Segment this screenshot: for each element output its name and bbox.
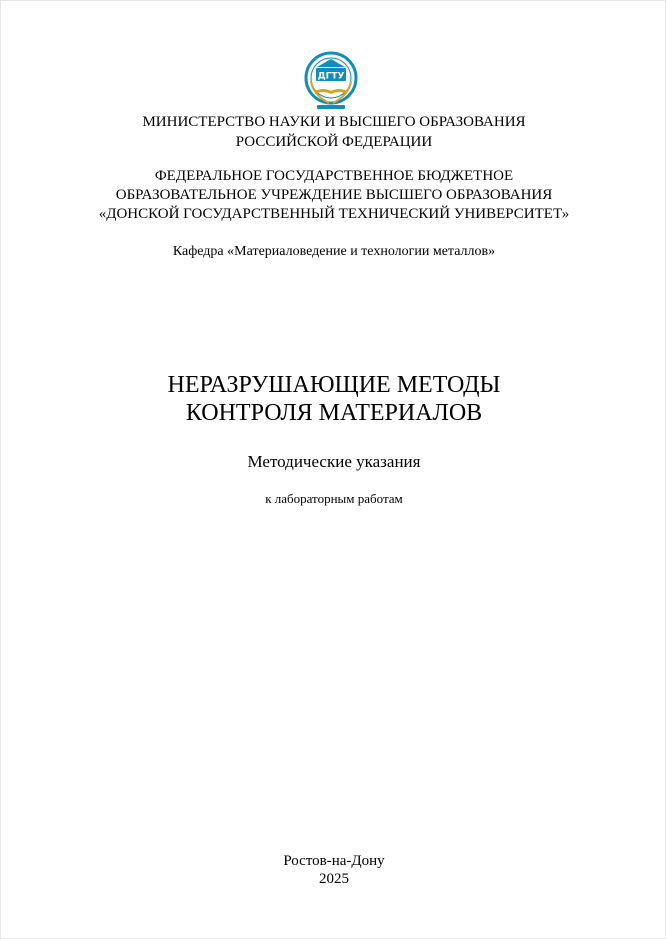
document-note: к лабораторным работам	[265, 491, 403, 506]
publication-city: Ростов-на-Дону	[283, 853, 385, 869]
title-line-1: НЕРАЗРУШАЮЩИЕ МЕТОДЫ	[167, 372, 501, 398]
ministry-line-2: РОССИЙСКОЙ ФЕДЕРАЦИИ	[235, 134, 433, 150]
institution-line-2: ОБРАЗОВАТЕЛЬНОЕ УЧРЕЖДЕНИЕ ВЫСШЕГО ОБРАЗОВАНИЯ	[115, 187, 553, 203]
ministry-line-1: МИНИСТЕРСТВО НАУКИ И ВЫСШЕГО ОБРАЗОВАНИЯ	[142, 114, 526, 130]
document-subtitle: Методические указания	[247, 452, 421, 471]
university-logo-icon	[303, 51, 359, 113]
institution-line-1: ФЕДЕРАЛЬНОЕ ГОСУДАРСТВЕННОЕ БЮДЖЕТНОЕ	[154, 168, 514, 184]
title-line-2: КОНТРОЛЯ МАТЕРИАЛОВ	[185, 400, 483, 426]
institution-line-3: «ДОНСКОЙ ГОСУДАРСТВЕННЫЙ ТЕХНИЧЕСКИЙ УНИВЕРСИТЕТ»	[98, 206, 570, 222]
publication-year: 2025	[319, 871, 349, 887]
department-name: Кафедра «Материаловедение и технологии металлов»	[172, 244, 496, 259]
logo-text: ДГТУ	[317, 71, 345, 82]
